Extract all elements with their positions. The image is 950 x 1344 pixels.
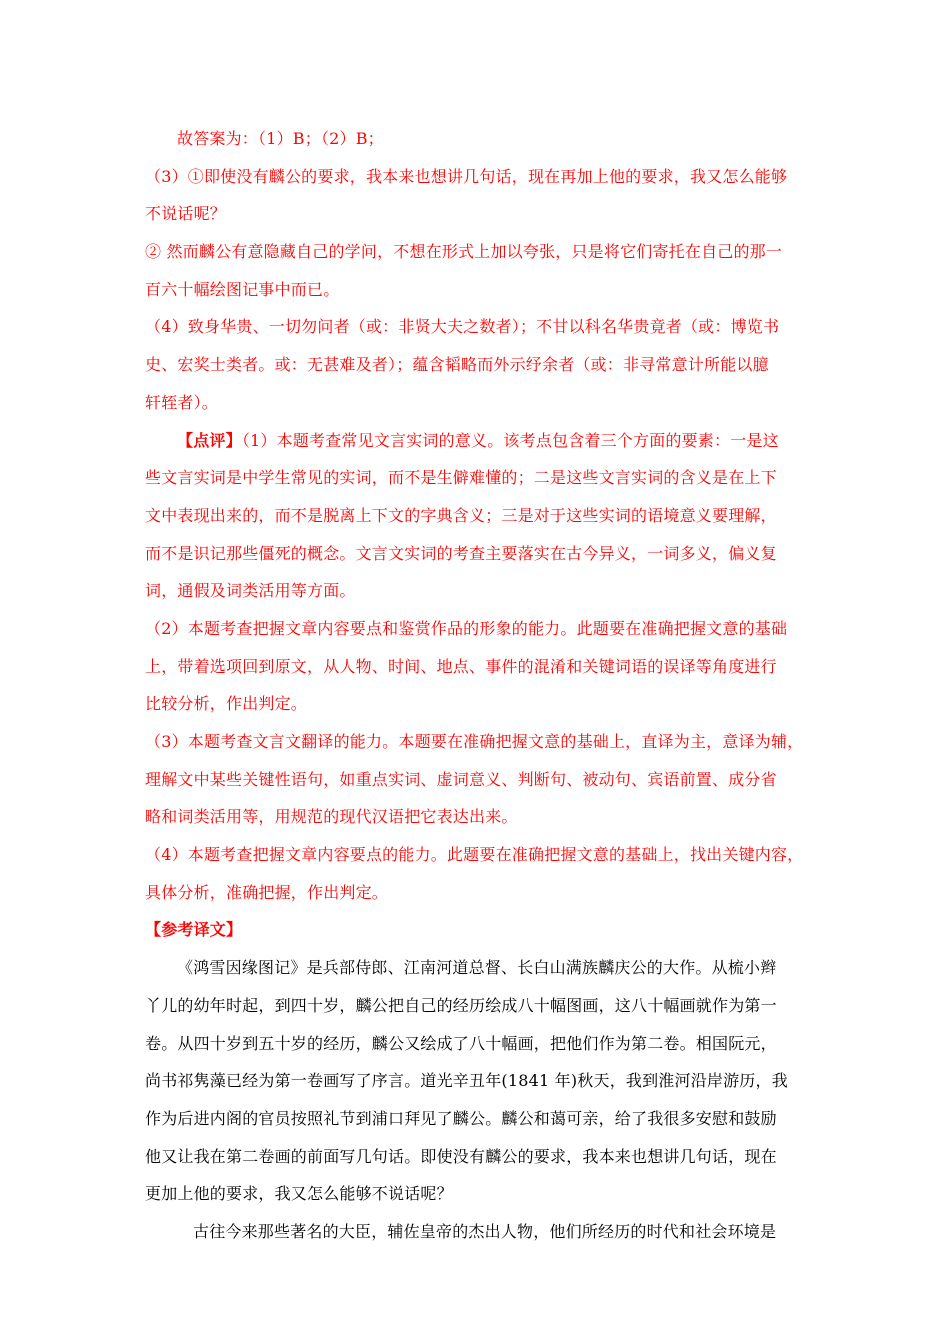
review-line-7: 上，带着选项回到原文，从人物、时间、地点、事件的混淆和关键词语的误译等角度进行	[145, 656, 777, 676]
review-line-5: 词，通假及词类活用等方面。	[145, 581, 356, 601]
answer-summary: 故答案为：（1）B；（2）B；	[177, 129, 384, 148]
review-line-4: 而不是识记那些僵死的概念。文言文实词的考查主要落实在古今异义，一词多义，偏义复	[145, 543, 777, 563]
review-line-2: 些文言实词是中学生常见的实词，而不是生僻难懂的；二是这些文言实词的含义是在上下	[145, 468, 777, 488]
answer-4-line-2: 史、宏奖士类者。或：无甚难及者）；蕴含韬略而外示纾余者（或：非寻常意计所能以臆	[145, 355, 769, 375]
review-line-3: 文中表现出来的，而不是脱离上下文的字典含义；三是对于这些实词的语境意义要理解，	[145, 505, 777, 525]
translation-line-5: 作为后进内阁的官员按照礼节到浦口拜见了麟公。麟公和蔼可亲，给了我很多安慰和鼓励	[145, 1108, 777, 1128]
review-text-1: （1）本题考查常见文言实词的意义。该考点包含着三个方面的要素：一是这	[241, 430, 779, 450]
translation-line-1: 《鸿雪因缘图记》是兵部侍郎、江南河道总督、长白山满族麟庆公的大作。从梳小辫	[177, 958, 777, 978]
translation-line-2: 丫儿的幼年时起，到四十岁，麟公把自己的经历绘成八十幅图画，这八十幅画就作为第一	[145, 995, 777, 1015]
translation-line-7: 更加上他的要求，我又怎么能够不说话呢？	[145, 1184, 453, 1204]
review-line-9: （3）本题考查文言文翻译的能力。本题要在准确把握文意的基础上，直译为主，意译为辅，	[145, 732, 804, 751]
review-line-13: 具体分析，准确把握，作出判定。	[145, 882, 389, 902]
document-body	[145, 120, 815, 1251]
answer-3-line-4: 百六十幅绘图记事中而已。	[145, 279, 340, 299]
review-heading: 【点评】	[177, 430, 242, 450]
review-line-8: 比较分析，作出判定。	[145, 694, 308, 714]
review-line-11: 略和词类活用等，用规范的现代汉语把它表达出来。	[145, 807, 518, 827]
answer-3-line-2: 不说话呢？	[145, 204, 227, 224]
translation-line-3: 卷。从四十岁到五十岁的经历，麟公又绘成了八十幅画，把他们作为第二卷。相国阮元，	[145, 1033, 777, 1053]
review-line-1	[145, 422, 815, 460]
answer-4-line-1: （4）致身华贵、一切勿问者（或：非贤大夫之数者）；不甘以科名华贵竟者（或：博览书	[145, 317, 780, 337]
answer-3-line-1: （3）①即使没有麟公的要求，我本来也想讲几句话，现在再加上他的要求，我又怎么能够	[145, 166, 788, 186]
translation-line-4: 尚书祁隽藻已经为第一卷画写了序言。道光辛丑年(1841 年)秋天，我到淮河沿岸游历，我	[145, 1071, 788, 1091]
review-line-6: （2）本题考查把握文章内容要点和鉴赏作品的形象的能力。此题要在准确把握文意的基础	[145, 618, 788, 638]
translation-line-6: 他又让我在第二卷画的前面写几句话。即使没有麟公的要求，我本来也想讲几句话，现在	[145, 1146, 777, 1166]
translation-line-8: 古往今来那些著名的大臣，辅佐皇帝的杰出人物，他们所经历的时代和社会环境是	[193, 1221, 777, 1241]
review-line-12: （4）本题考查把握文章内容要点的能力。此题要在准确把握文意的基础上，找出关键内容，	[145, 845, 804, 865]
answer-3-line-3: ② 然而麟公有意隐藏自己的学问，不想在形式上加以夸张，只是将它们寄托在自己的那一	[145, 242, 783, 262]
review-line-10: 理解文中某些关键性语句，如重点实词、虚词意义、判断句、被动句、宾语前置、成分省	[145, 769, 777, 789]
translation-heading: 【参考译文】	[145, 920, 243, 940]
answer-4-line-3: 轩轾者）。	[145, 392, 219, 412]
